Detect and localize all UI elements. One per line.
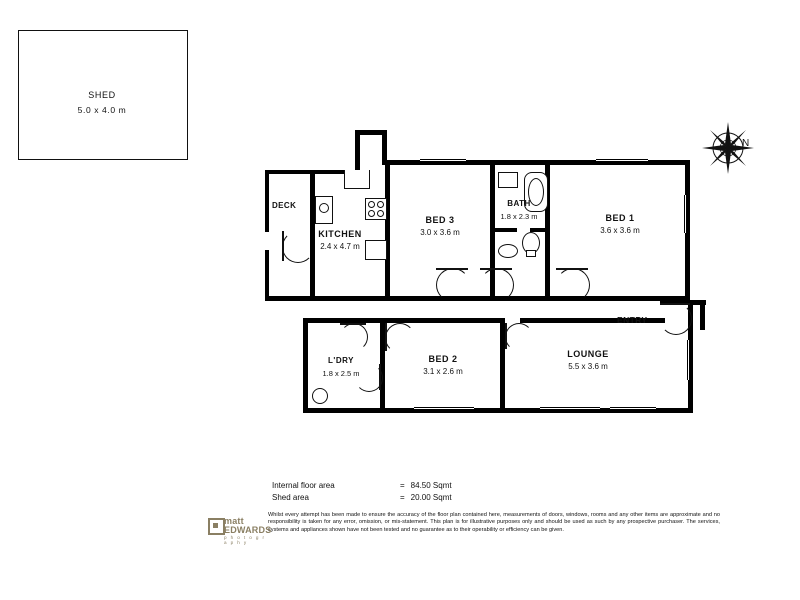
wall <box>265 250 269 300</box>
burner-icon <box>368 210 375 217</box>
sink-bowl-icon <box>319 203 329 213</box>
room-label-lounge <box>545 348 631 373</box>
room-name: BED 2 <box>428 354 458 364</box>
door-leaf <box>282 231 284 261</box>
shower-fixture <box>498 172 518 188</box>
area-equals: = <box>400 481 405 490</box>
room-name: L'DRY <box>328 356 354 365</box>
window-line <box>610 407 656 408</box>
window-line <box>684 195 685 233</box>
room-label-bed2 <box>403 353 483 378</box>
door-leaf <box>556 268 588 270</box>
door-arc <box>505 323 533 351</box>
window <box>610 408 656 409</box>
door-leaf <box>385 323 387 351</box>
room-label-bed3 <box>400 214 480 239</box>
disclaimer-text: Whilst every attempt has been made to ensure the accuracy of the floor plan contained here, measurements of doors, windows, rooms and any other items are approximate and no responsibility is taken for any error, omission, or mis-statement. This plan is for illustrative purposes only and should be used as such by any prospective purchaser. The services, systems and appliances shown have not been tested and no guarantee as to their operability or efficiency can be given. <box>268 512 720 533</box>
compass-north-label: N <box>742 138 750 149</box>
door-arc <box>660 303 692 335</box>
wall <box>495 228 517 232</box>
window-line <box>414 412 474 413</box>
logo <box>208 516 272 550</box>
window <box>414 408 474 409</box>
wall <box>385 165 390 301</box>
door-arc <box>436 268 470 302</box>
area-value: 20.00 Sqmt <box>410 493 452 502</box>
window-line <box>596 164 648 165</box>
window-line <box>414 407 474 408</box>
wall <box>265 296 390 301</box>
window <box>596 160 648 161</box>
burner-icon <box>377 210 384 217</box>
door-leaf <box>505 323 507 349</box>
room-label-bed1 <box>580 212 660 237</box>
window-line <box>610 412 656 413</box>
room-name: KITCHEN <box>318 229 362 239</box>
window <box>540 408 600 409</box>
area-summary <box>272 480 456 504</box>
window <box>688 340 689 380</box>
area-value: 84.50 Sqmt <box>410 481 452 490</box>
door-arc <box>480 268 514 302</box>
room-dimensions: 3.6 x 3.6 m <box>600 226 640 235</box>
entry-label: ENTRY <box>617 315 648 325</box>
wall <box>700 300 705 330</box>
area-label: Internal floor area <box>272 481 335 490</box>
door-arc <box>340 323 368 351</box>
room-label-bath <box>488 198 550 223</box>
wall <box>265 170 269 232</box>
window-line <box>687 340 688 380</box>
room-name: LOUNGE <box>567 349 609 359</box>
room-dimensions: 5.5 x 3.6 m <box>568 362 608 371</box>
area-row <box>272 480 456 492</box>
logo-mark-icon <box>208 518 225 535</box>
area-label: Shed area <box>272 493 309 502</box>
deck-label: DECK <box>272 201 297 210</box>
logo-line1: matt <box>224 516 244 526</box>
room-name: BED 1 <box>605 213 635 223</box>
door-arc <box>556 268 590 302</box>
door-leaf <box>340 323 366 325</box>
door-arc <box>385 323 415 353</box>
door-leaf <box>379 364 381 390</box>
wall <box>355 130 360 170</box>
room-label-kitchen <box>300 228 380 253</box>
room-dimensions: 3.1 x 2.6 m <box>423 367 463 376</box>
window-line <box>540 412 600 413</box>
logo-line3: p h o t o g r a p h y <box>224 535 266 545</box>
toilet-cistern <box>526 250 536 257</box>
laundry-tub-fixture <box>312 388 328 404</box>
room-label-ldry <box>304 355 378 380</box>
burner-icon <box>377 201 384 208</box>
room-dimensions: 2.4 x 4.7 m <box>320 242 360 251</box>
shed-label <box>18 88 186 118</box>
window-line <box>689 195 690 233</box>
room-name: BED 3 <box>425 215 455 225</box>
window-line <box>692 340 693 380</box>
door-leaf <box>436 268 468 270</box>
vanity-basin-fixture <box>498 244 518 258</box>
shed-name: SHED <box>88 90 116 100</box>
window-line <box>596 159 648 160</box>
area-equals: = <box>400 493 405 502</box>
window-line <box>420 159 466 160</box>
logo-line2: EDWARDS <box>224 525 272 535</box>
burner-icon <box>368 201 375 208</box>
room-name: BATH <box>507 199 531 208</box>
room-dimensions: 1.8 x 2.3 m <box>500 212 538 221</box>
shed-dimensions: 5.0 x 4.0 m <box>77 105 127 115</box>
door-leaf <box>480 268 512 270</box>
room-dimensions: 3.0 x 3.6 m <box>420 228 460 237</box>
door-leaf <box>660 303 690 305</box>
window-line <box>540 407 600 408</box>
area-row <box>272 492 456 504</box>
window <box>685 195 686 233</box>
bench-fixture <box>344 170 370 189</box>
window <box>420 160 466 161</box>
room-dimensions: 1.8 x 2.5 m <box>322 369 360 378</box>
window-line <box>420 164 466 165</box>
